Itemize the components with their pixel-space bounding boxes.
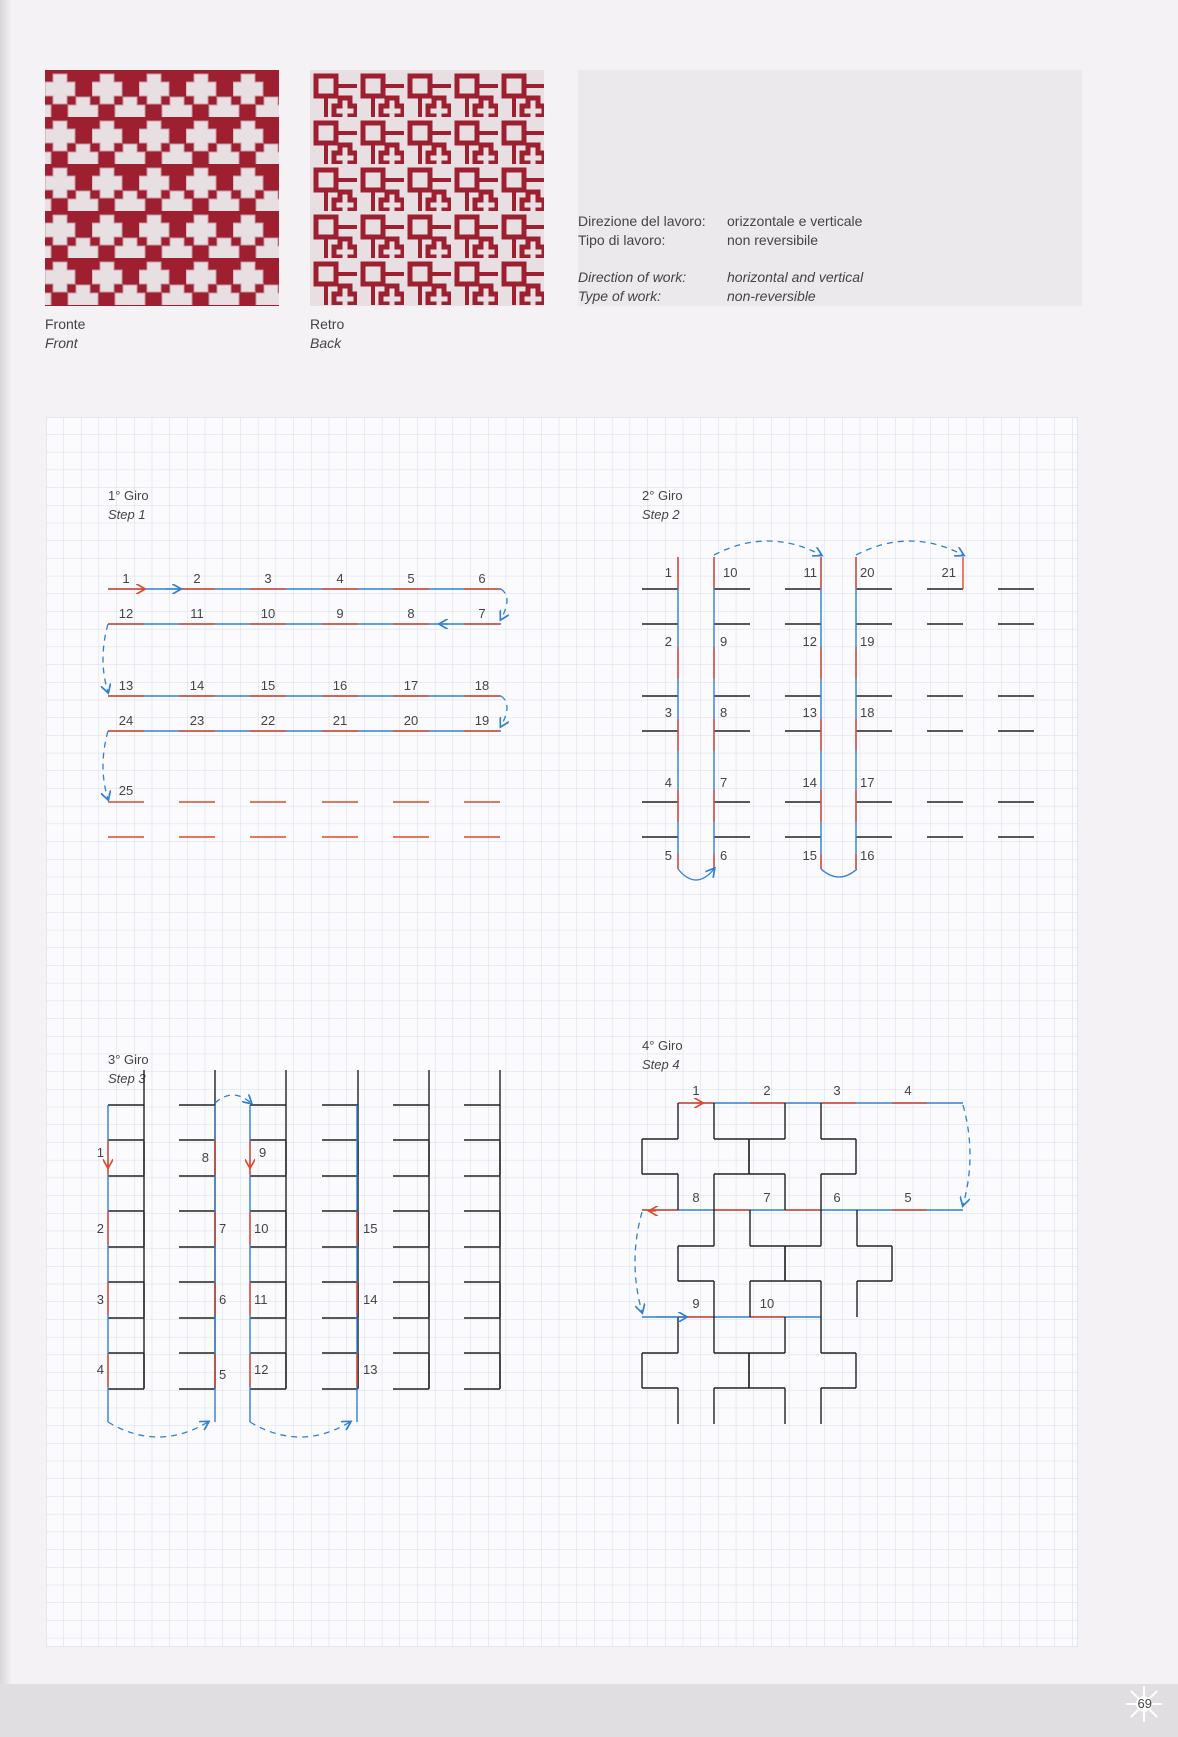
stitch-number: 11 xyxy=(190,606,204,621)
stitch-number: 18 xyxy=(860,705,875,720)
caption-back-en: Back xyxy=(310,335,342,351)
type-value-en: non-reversible xyxy=(727,288,816,304)
stitch-number: 20 xyxy=(860,565,875,580)
stitch-number: 21 xyxy=(941,565,956,580)
stitch-number: 2 xyxy=(763,1083,771,1098)
type-label: Tipo di lavoro: xyxy=(578,232,666,248)
stitch-number: 8 xyxy=(407,606,415,621)
stitch-number: 23 xyxy=(189,713,205,728)
stitch-number: 7 xyxy=(720,775,728,790)
stitch-number: 15 xyxy=(260,678,276,693)
caption-front-it: Fronte xyxy=(45,316,86,332)
page-number: 69 xyxy=(1137,1696,1152,1711)
step3-subtitle: Step 3 xyxy=(108,1071,146,1086)
stitch-number: 10 xyxy=(759,1296,775,1311)
stitch-number: 15 xyxy=(802,848,817,863)
stitch-number: 5 xyxy=(407,571,415,586)
stitch-number: 3 xyxy=(664,705,672,720)
stitch-number: 25 xyxy=(118,783,134,798)
stitch-number: 1 xyxy=(122,571,130,586)
stitch-number: 2 xyxy=(193,571,201,586)
stitch-number: 4 xyxy=(336,571,344,586)
step3-title: 3° Giro xyxy=(108,1052,149,1067)
stitch-number: 7 xyxy=(763,1190,771,1205)
direction-label: Direzione del lavoro: xyxy=(578,213,706,229)
stitch-number: 12 xyxy=(118,606,134,621)
sample-photo-front xyxy=(45,70,279,306)
sample-photo-back xyxy=(310,70,544,306)
step2-subtitle: Step 2 xyxy=(642,507,680,522)
stitch-number: 9 xyxy=(336,606,344,621)
stitch-number: 17 xyxy=(403,678,419,693)
stitch-number: 6 xyxy=(478,571,486,586)
stitch-number: 2 xyxy=(96,1221,104,1236)
stitch-number: 13 xyxy=(802,705,817,720)
stitch-number: 14 xyxy=(363,1292,378,1307)
stitch-number: 11 xyxy=(254,1292,268,1307)
stitch-number: 15 xyxy=(363,1221,378,1236)
type-value: non reversibile xyxy=(727,232,819,248)
step4-title: 4° Giro xyxy=(642,1038,683,1053)
stitch-number: 4 xyxy=(904,1083,912,1098)
stitch-number: 18 xyxy=(474,678,490,693)
stitch-number: 8 xyxy=(692,1190,700,1205)
stitch-number: 3 xyxy=(264,571,272,586)
stitch-number: 24 xyxy=(118,713,134,728)
step4-subtitle: Step 4 xyxy=(642,1057,680,1072)
page-footer xyxy=(0,1684,1178,1737)
stitch-number: 4 xyxy=(96,1362,104,1377)
direction-label-en: Direction of work: xyxy=(578,269,687,285)
stitch-number: 4 xyxy=(664,775,672,790)
stitch-number: 3 xyxy=(96,1292,104,1307)
caption-front-en: Front xyxy=(45,335,78,351)
stitch-number: 14 xyxy=(189,678,205,693)
stitch-number: 22 xyxy=(260,713,276,728)
stitch-number: 2 xyxy=(664,634,672,649)
stitch-number: 5 xyxy=(219,1367,227,1382)
stitch-number: 16 xyxy=(332,678,348,693)
page-gutter xyxy=(0,0,12,1737)
stitch-number: 9 xyxy=(720,634,728,649)
stitch-number: 5 xyxy=(664,848,672,863)
stitch-number: 20 xyxy=(403,713,419,728)
stitch-number: 11 xyxy=(803,565,817,580)
type-label-en: Type of work: xyxy=(578,288,661,304)
stitch-number: 7 xyxy=(478,606,486,621)
stitch-number: 10 xyxy=(260,606,276,621)
stitch-number: 21 xyxy=(332,713,348,728)
stitch-number: 13 xyxy=(363,1362,378,1377)
stitch-number: 6 xyxy=(833,1190,841,1205)
stitch-number: 6 xyxy=(219,1292,227,1307)
stitch-number: 14 xyxy=(802,775,817,790)
direction-value: orizzontale e verticale xyxy=(727,213,863,229)
stitch-number: 3 xyxy=(833,1083,841,1098)
stitch-number: 10 xyxy=(723,565,738,580)
stitch-number: 9 xyxy=(259,1145,267,1160)
stitch-number: 16 xyxy=(860,848,875,863)
stitch-diagram-grid xyxy=(46,417,1078,1647)
stitch-number: 7 xyxy=(219,1221,227,1236)
stitch-number: 19 xyxy=(474,713,490,728)
stitch-number: 1 xyxy=(692,1083,700,1098)
stitch-number: 9 xyxy=(692,1296,700,1311)
stitch-number: 1 xyxy=(96,1145,104,1160)
step2-title: 2° Giro xyxy=(642,488,683,503)
stitch-number: 5 xyxy=(904,1190,912,1205)
step1-title: 1° Giro xyxy=(108,488,149,503)
stitch-number: 13 xyxy=(118,678,134,693)
stitch-number: 19 xyxy=(860,634,875,649)
stitch-number: 17 xyxy=(860,775,875,790)
stitch-number: 12 xyxy=(802,634,817,649)
stitch-number: 12 xyxy=(254,1362,269,1377)
direction-value-en: horizontal and vertical xyxy=(727,269,864,285)
work-info xyxy=(578,212,863,306)
caption-front xyxy=(45,315,85,353)
stitch-number: 10 xyxy=(254,1221,269,1236)
stitch-number: 8 xyxy=(201,1150,209,1165)
stitch-number: 1 xyxy=(664,565,672,580)
caption-back xyxy=(310,315,344,353)
caption-back-it: Retro xyxy=(310,316,345,332)
stitch-number: 6 xyxy=(720,848,728,863)
stitch-number: 8 xyxy=(720,705,728,720)
step1-subtitle: Step 1 xyxy=(108,507,146,522)
